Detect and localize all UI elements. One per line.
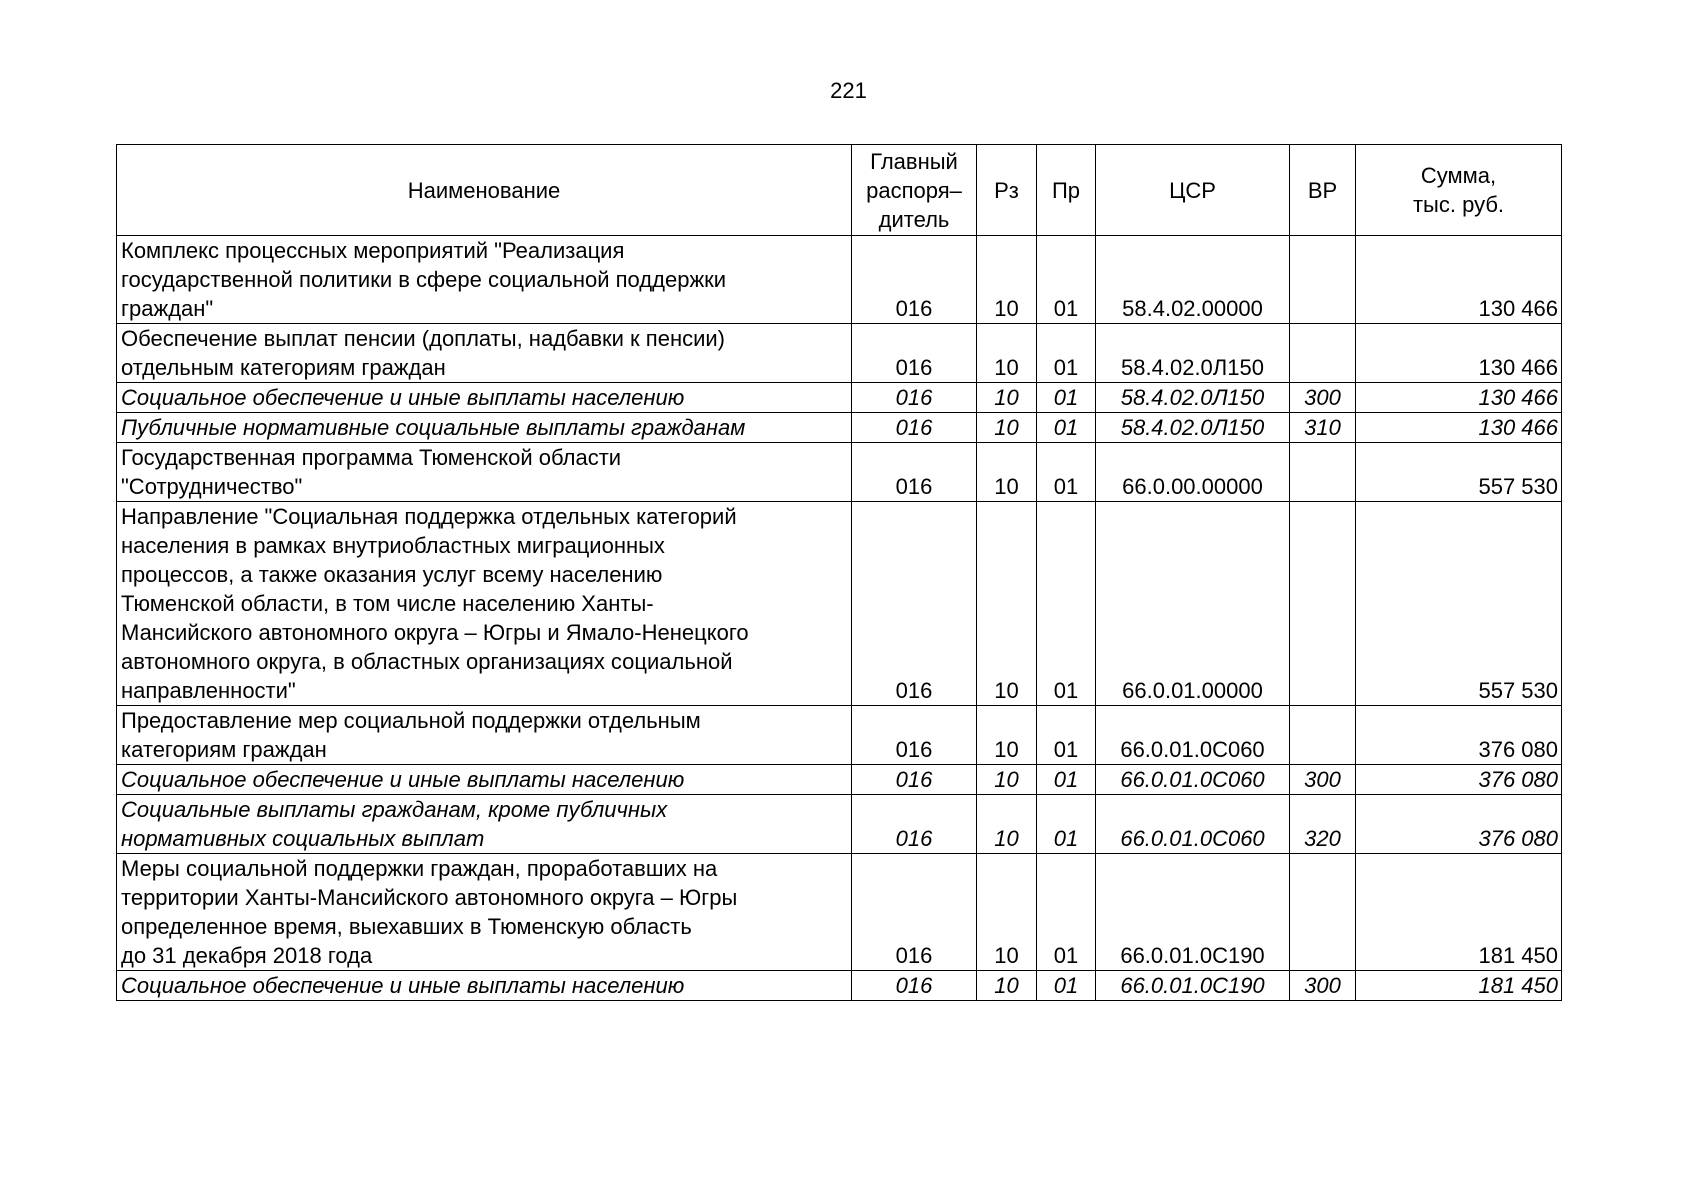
table-header-row xyxy=(117,145,1562,236)
cell-vr xyxy=(1290,854,1356,971)
cell-sum: 376 080 xyxy=(1356,765,1562,795)
cell-sum: 130 466 xyxy=(1356,383,1562,413)
header-csr: ЦСР xyxy=(1096,145,1290,236)
cell-rz: 10 xyxy=(977,383,1037,413)
cell-rz: 10 xyxy=(977,765,1037,795)
cell-pr: 01 xyxy=(1037,324,1096,383)
cell-vr: 300 xyxy=(1290,383,1356,413)
table-row xyxy=(117,854,1562,971)
cell-vr: 310 xyxy=(1290,413,1356,443)
header-grs: Главный распоря– дитель xyxy=(852,145,977,236)
cell-csr: 58.4.02.0Л150 xyxy=(1096,413,1290,443)
cell-pr: 01 xyxy=(1037,383,1096,413)
cell-pr: 01 xyxy=(1037,502,1096,706)
cell-rz: 10 xyxy=(977,706,1037,765)
cell-rz: 10 xyxy=(977,971,1037,1001)
cell-name: Социальное обеспечение и иные выплаты населению xyxy=(117,971,852,1001)
cell-name: Предоставление мер социальной поддержки отдельным категориям граждан xyxy=(117,706,852,765)
cell-name: Направление "Социальная поддержка отдельных категорий населения в рамках внутриобластных миграционных процессов, а также оказания услуг всему населению Тюменской области, в том числе населению Ханты- Мансийского автономного округа – Югры и Ямало-Ненецкого автономного округа, в областных организациях социальной направленности" xyxy=(117,502,852,706)
cell-rz: 10 xyxy=(977,795,1037,854)
cell-name: Меры социальной поддержки граждан, проработавших на территории Ханты-Мансийского автономного округа – Югры определенное время, выехавших в Тюменскую область до 31 декабря 2018 года xyxy=(117,854,852,971)
cell-csr: 58.4.02.0Л150 xyxy=(1096,383,1290,413)
cell-pr: 01 xyxy=(1037,795,1096,854)
table-row xyxy=(117,971,1562,1001)
cell-vr xyxy=(1290,324,1356,383)
cell-sum: 557 530 xyxy=(1356,502,1562,706)
table-row xyxy=(117,324,1562,383)
page-number: 221 xyxy=(830,78,867,103)
cell-vr xyxy=(1290,236,1356,324)
cell-rz: 10 xyxy=(977,854,1037,971)
cell-name: Социальные выплаты гражданам, кроме публичных нормативных социальных выплат xyxy=(117,795,852,854)
header-rz: Рз xyxy=(977,145,1037,236)
cell-csr: 66.0.01.0С190 xyxy=(1096,854,1290,971)
cell-sum: 557 530 xyxy=(1356,443,1562,502)
cell-vr: 300 xyxy=(1290,765,1356,795)
cell-pr: 01 xyxy=(1037,971,1096,1001)
cell-sum: 130 466 xyxy=(1356,236,1562,324)
cell-grs: 016 xyxy=(852,854,977,971)
cell-vr xyxy=(1290,706,1356,765)
cell-name: Социальное обеспечение и иные выплаты населению xyxy=(117,383,852,413)
cell-sum: 376 080 xyxy=(1356,706,1562,765)
table-row xyxy=(117,413,1562,443)
table-row xyxy=(117,236,1562,324)
cell-rz: 10 xyxy=(977,236,1037,324)
table-row xyxy=(117,795,1562,854)
cell-csr: 66.0.01.0С190 xyxy=(1096,971,1290,1001)
cell-grs: 016 xyxy=(852,413,977,443)
cell-vr xyxy=(1290,502,1356,706)
cell-pr: 01 xyxy=(1037,706,1096,765)
header-vr: ВР xyxy=(1290,145,1356,236)
cell-grs: 016 xyxy=(852,765,977,795)
table-row xyxy=(117,502,1562,706)
cell-name: Публичные нормативные социальные выплаты гражданам xyxy=(117,413,852,443)
cell-csr: 66.0.01.0С060 xyxy=(1096,795,1290,854)
cell-pr: 01 xyxy=(1037,236,1096,324)
table-row xyxy=(117,383,1562,413)
table-body xyxy=(117,236,1562,1001)
cell-csr: 58.4.02.0Л150 xyxy=(1096,324,1290,383)
cell-pr: 01 xyxy=(1037,765,1096,795)
cell-sum: 130 466 xyxy=(1356,413,1562,443)
header-pr: Пр xyxy=(1037,145,1096,236)
cell-grs: 016 xyxy=(852,502,977,706)
cell-name: Комплекс процессных мероприятий "Реализация государственной политики в сфере социальной поддержки граждан" xyxy=(117,236,852,324)
table-row xyxy=(117,765,1562,795)
cell-grs: 016 xyxy=(852,236,977,324)
cell-vr: 320 xyxy=(1290,795,1356,854)
header-name: Наименование xyxy=(117,145,852,236)
cell-vr: 300 xyxy=(1290,971,1356,1001)
cell-grs: 016 xyxy=(852,443,977,502)
cell-pr: 01 xyxy=(1037,413,1096,443)
cell-csr: 58.4.02.00000 xyxy=(1096,236,1290,324)
cell-rz: 10 xyxy=(977,324,1037,383)
budget-table xyxy=(116,144,1562,1001)
cell-rz: 10 xyxy=(977,413,1037,443)
header-sum: Сумма, тыс. руб. xyxy=(1356,145,1562,236)
cell-csr: 66.0.01.0С060 xyxy=(1096,765,1290,795)
cell-grs: 016 xyxy=(852,971,977,1001)
cell-sum: 181 450 xyxy=(1356,854,1562,971)
cell-name: Государственная программа Тюменской области "Сотрудничество" xyxy=(117,443,852,502)
cell-name: Социальное обеспечение и иные выплаты населению xyxy=(117,765,852,795)
cell-sum: 181 450 xyxy=(1356,971,1562,1001)
cell-pr: 01 xyxy=(1037,854,1096,971)
cell-grs: 016 xyxy=(852,706,977,765)
cell-vr xyxy=(1290,443,1356,502)
table-row xyxy=(117,706,1562,765)
cell-sum: 376 080 xyxy=(1356,795,1562,854)
cell-grs: 016 xyxy=(852,383,977,413)
cell-rz: 10 xyxy=(977,502,1037,706)
cell-rz: 10 xyxy=(977,443,1037,502)
cell-name: Обеспечение выплат пенсии (доплаты, надбавки к пенсии) отдельным категориям граждан xyxy=(117,324,852,383)
cell-csr: 66.0.01.0С060 xyxy=(1096,706,1290,765)
cell-pr: 01 xyxy=(1037,443,1096,502)
cell-sum: 130 466 xyxy=(1356,324,1562,383)
cell-grs: 016 xyxy=(852,324,977,383)
table-row xyxy=(117,443,1562,502)
cell-csr: 66.0.00.00000 xyxy=(1096,443,1290,502)
cell-csr: 66.0.01.00000 xyxy=(1096,502,1290,706)
cell-grs: 016 xyxy=(852,795,977,854)
